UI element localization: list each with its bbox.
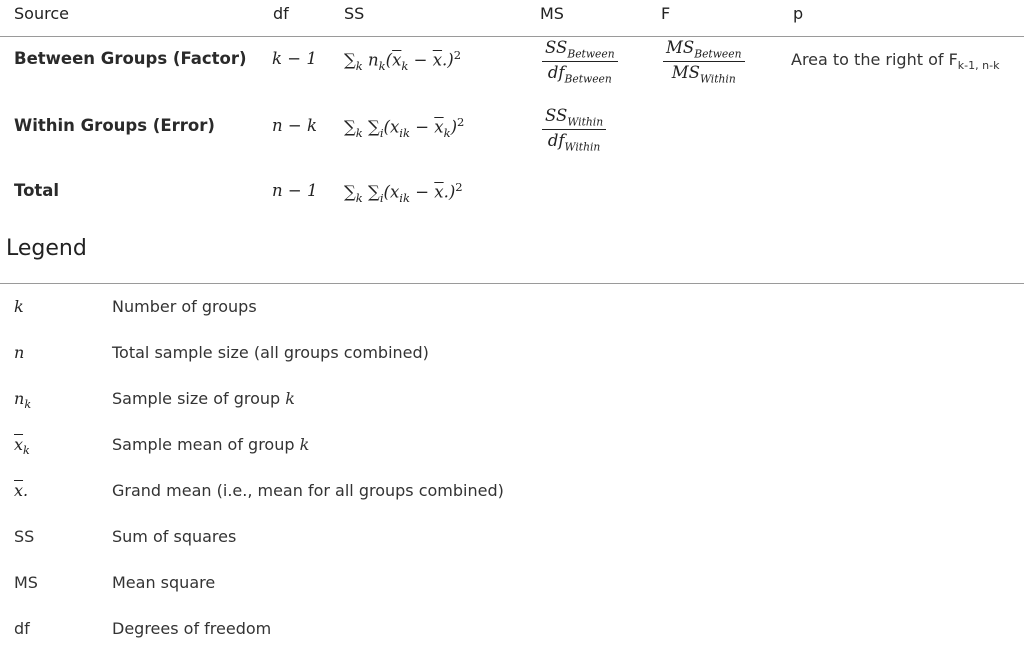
header-df: df bbox=[273, 4, 289, 23]
row-source-total: Total bbox=[14, 181, 60, 200]
row-ms-between: $\frac{SS_{Between}}{df_{Between}}$ bbox=[542, 38, 618, 86]
header-source: Source bbox=[14, 4, 69, 23]
legend-row bbox=[0, 297, 1024, 327]
header-f: F bbox=[661, 4, 671, 23]
legend-row bbox=[0, 573, 1024, 603]
legend-row bbox=[0, 435, 1024, 465]
legend-title: Legend bbox=[6, 236, 87, 261]
legend-divider bbox=[0, 283, 1024, 284]
row-df-within: n − k bbox=[272, 116, 317, 135]
legend-symbol-n: n bbox=[14, 343, 25, 362]
legend-row bbox=[0, 343, 1024, 373]
legend-symbol-xbar-dot: $\overline{x}$. bbox=[14, 481, 29, 500]
legend-desc: Degrees of freedom bbox=[112, 619, 272, 638]
legend-desc: Sample size of group k bbox=[112, 389, 295, 408]
table-header bbox=[0, 0, 1024, 37]
legend-row bbox=[0, 481, 1024, 511]
header-ms: MS bbox=[540, 4, 564, 23]
header-ss: SS bbox=[344, 4, 365, 23]
row-f-between: $\frac{MS_{Between}}{MS_{Within}}$ bbox=[663, 38, 745, 86]
row-ss-total: $\sum_k$ $\sum_i(x_{ik} - \overline{x}.)^2$ bbox=[344, 180, 463, 205]
row-p-between: Area to the right of $F_{k-1, n-k}$ bbox=[791, 50, 1000, 73]
legend-symbol-nk: $n_k$ bbox=[14, 389, 32, 412]
row-source-within: Within Groups (Error) bbox=[14, 116, 215, 135]
header-p: p bbox=[793, 4, 804, 23]
legend-row bbox=[0, 527, 1024, 557]
legend-symbol-df: df bbox=[14, 619, 30, 638]
legend-desc: Total sample size (all groups combined) bbox=[112, 343, 429, 362]
legend-desc: Sum of squares bbox=[112, 527, 237, 546]
legend-desc: Sample mean of group k bbox=[112, 435, 310, 454]
legend-symbol-ms: MS bbox=[14, 573, 38, 592]
row-ss-within: $\sum_k$ $\sum_i(x_{ik} - \overline{x}_k)^2$ bbox=[344, 115, 465, 140]
legend-desc: Grand mean (i.e., mean for all groups combined) bbox=[112, 481, 504, 500]
legend-symbol-ss: SS bbox=[14, 527, 35, 546]
row-df-between: k − 1 bbox=[272, 49, 317, 68]
row-source-between: Between Groups (Factor) bbox=[14, 49, 247, 68]
row-ms-within: $\frac{SS_{Within}}{df_{Within}}$ bbox=[542, 106, 606, 154]
legend-symbol-k: k bbox=[14, 297, 24, 316]
p-subscript: k-1, n-k bbox=[957, 59, 1000, 73]
row-df-total: n − 1 bbox=[272, 181, 318, 200]
legend-row bbox=[0, 389, 1024, 419]
legend-desc: Number of groups bbox=[112, 297, 257, 316]
legend-symbol-xbar-k: $\overline{x}_k$ bbox=[14, 435, 30, 458]
row-ss-between: $\sum_k$ $n_k(\overline{x}_k - \overline{x}.)^2$ bbox=[344, 48, 462, 73]
legend-desc: Mean square bbox=[112, 573, 216, 592]
